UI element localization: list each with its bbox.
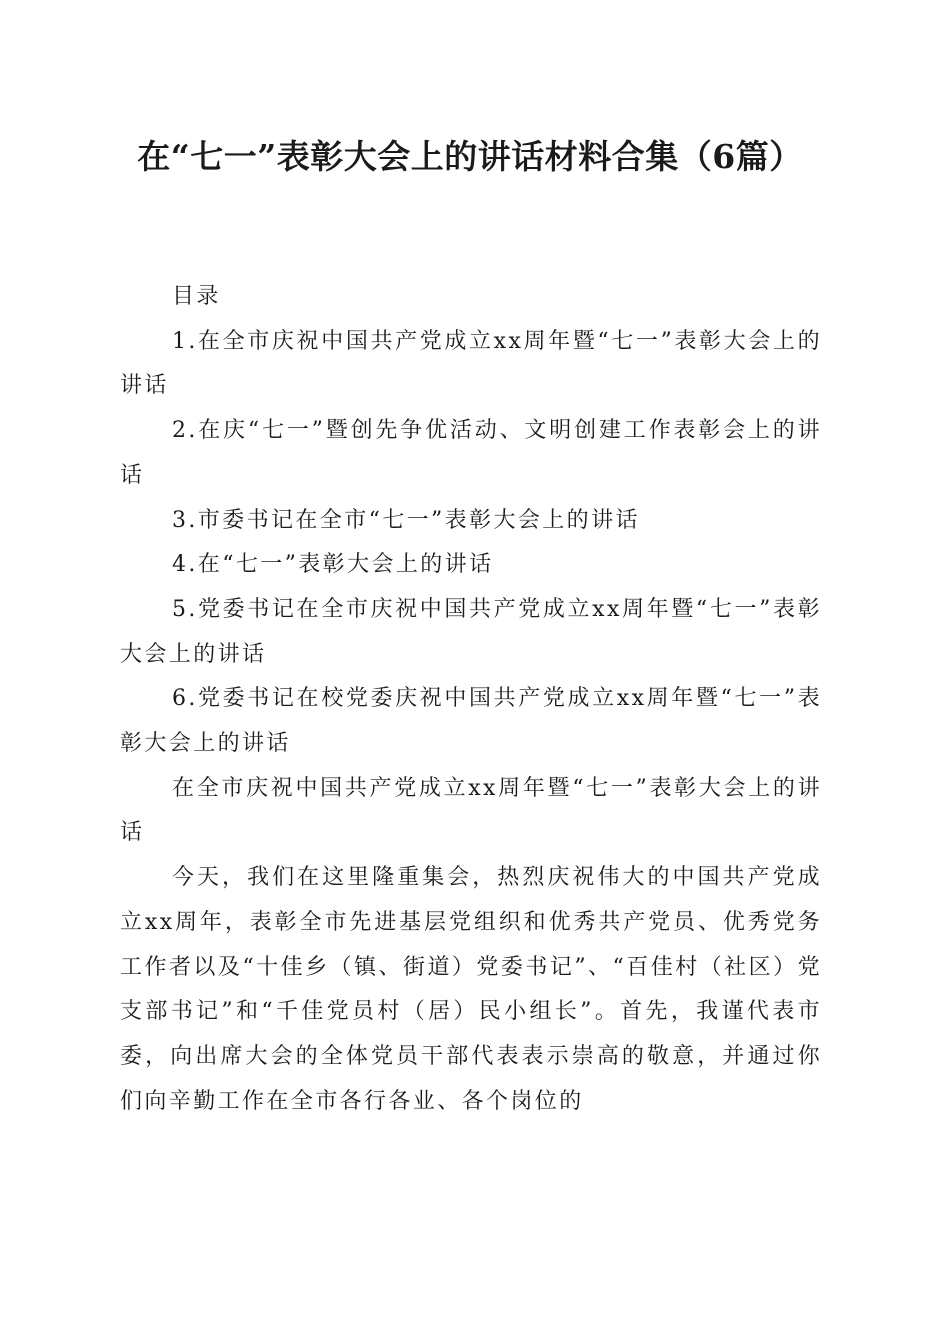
toc-item-3: 3.市委书记在全市“七一”表彰大会上的讲话 [172,507,640,533]
section-title: 在全市庆祝中国共产党成立xx周年暨“七一”表彰大会上的讲话 [120,775,822,846]
toc-item-1: 1.在全市庆祝中国共产党成立xx周年暨“七一”表彰大会上的讲话 [120,328,822,399]
toc-item-2: 2.在庆“七一”暨创先争优活动、文明创建工作表彰会上的讲话 [120,418,822,488]
toc-heading: 目录 [172,284,221,309]
toc-item-5: 5.党委书记在全市庆祝中国共产党成立xx周年暨“七一”表彰大会上的讲话 [120,596,822,667]
toc-item-6: 6.党委书记在校党委庆祝中国共产党成立xx周年暨“七一”表彰大会上的讲话 [120,686,822,757]
toc-item-4: 4.在“七一”表彰大会上的讲话 [172,552,494,578]
body-paragraph: 今天，我们在这里隆重集会，热烈庆祝伟大的中国共产党成立xx周年，表彰全市先进基层党组织和优秀共产党员、优秀党务工作者以及“十佳乡（镇、街道）党委书记”、“百佳村（社区）党支部书记”和“千佳党员村（居）民小组长”。首先，我谨代表市委，向出席大会的全体党员干部代表表示崇高的敬意，并通过你们向辛勤工作在全市各行各业、各个岗位的 [120,865,822,1114]
document-body [120,275,822,1124]
document-title: 在“七一”表彰大会上的讲话材料合集（6篇） [137,137,803,176]
